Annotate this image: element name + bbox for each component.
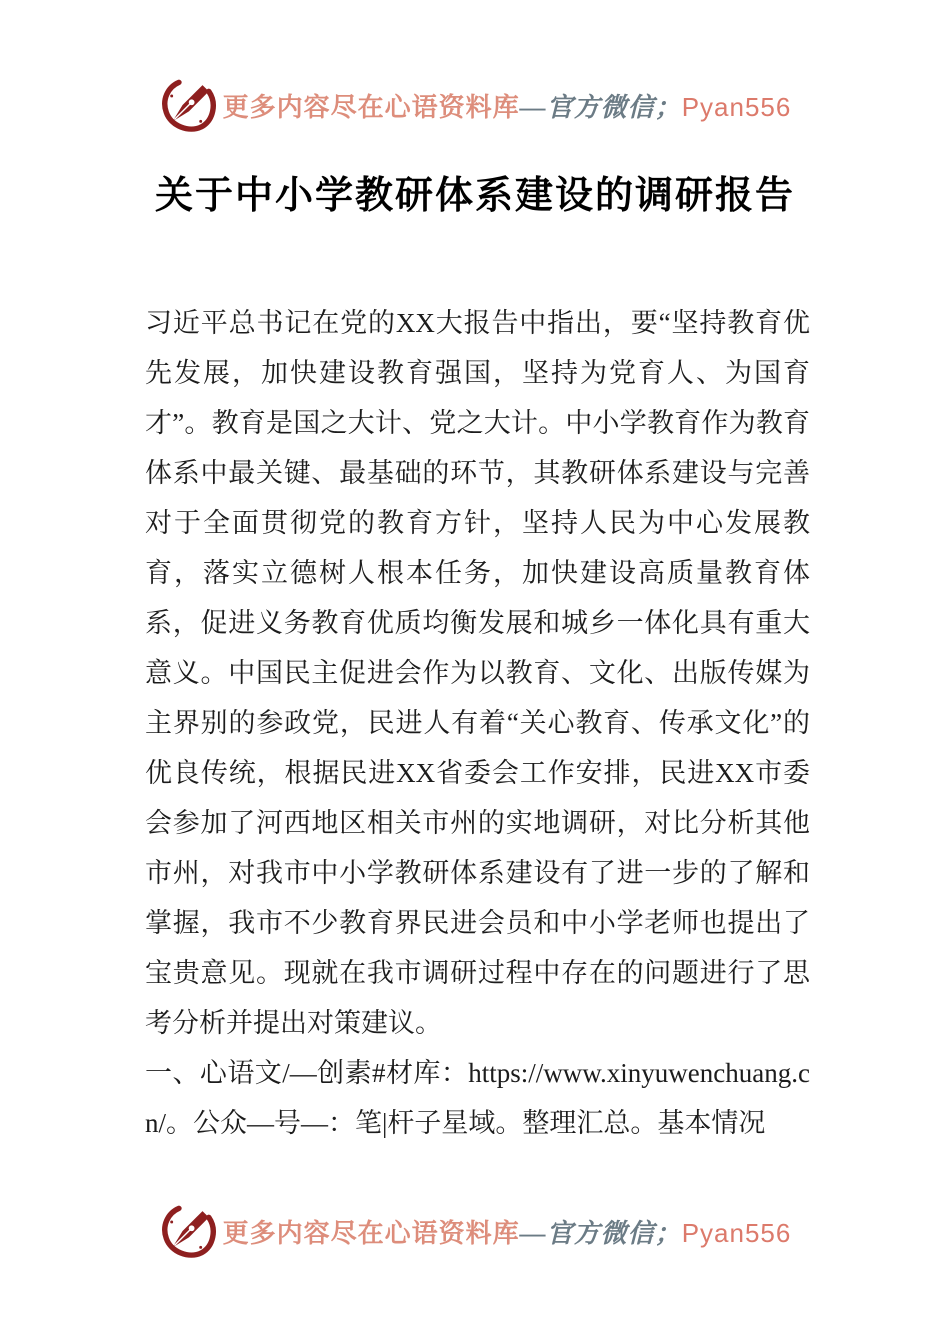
body-paragraph-2: 一、心语文/—创素#材库：https://www.xinyuwenchuang.cn/。公众—号—：笔|杆子星域。整理汇总。基本情况: [145, 1058, 810, 1138]
brand-wechat-id: Pyan556: [681, 91, 792, 122]
pen-nib-circle-icon: [159, 76, 217, 134]
brand-text: [223, 87, 792, 124]
document-body: [145, 298, 810, 1148]
brand-main-text: 更多内容尽在心语资料库: [222, 92, 520, 122]
brand-separator-text: —官方微信；: [519, 1218, 682, 1248]
brand-text: [223, 1213, 792, 1250]
document-title: 关于中小学教研体系建设的调研报告: [154, 175, 795, 217]
body-paragraph-1: 习近平总书记在党的XX大报告中指出，要“坚持教育优先发展，加快建设教育强国，坚持为党育人、为国育才”。教育是国之大计、党之大计。中小学教育作为教育体系中最关键、最基础的环节，其教研体系建设与完善对于全面贯彻党的教育方针，坚持人民为中心发展教育，落实立德树人根本任务，加快建设高质量教育体系，促进义务教育优质均衡发展和城乡一体化具有重大意义。中国民主促进会作为以教育、文化、出版传媒为主界别的参政党，民进人有着“关心教育、传承文化”的优良传统，根据民进XX省委会工作安排，民进XX市委会参加了河西地区相关市州的实地调研，对比分析其他市州，对我市中小学教研体系建设有了进一步的了解和掌握，我市不少教育界民进会员和中小学老师也提出了宝贵意见。现就在我市调研过程中存在的问题进行了思考分析并提出对策建议。: [145, 308, 810, 1038]
pen-nib-circle-icon: [159, 1202, 217, 1260]
brand-main-text: 更多内容尽在心语资料库: [222, 1218, 520, 1248]
brand-header: [0, 74, 950, 136]
brand-wechat-id: Pyan556: [681, 1217, 792, 1248]
brand-footer: [0, 1200, 950, 1262]
brand-separator-text: —官方微信；: [519, 92, 682, 122]
